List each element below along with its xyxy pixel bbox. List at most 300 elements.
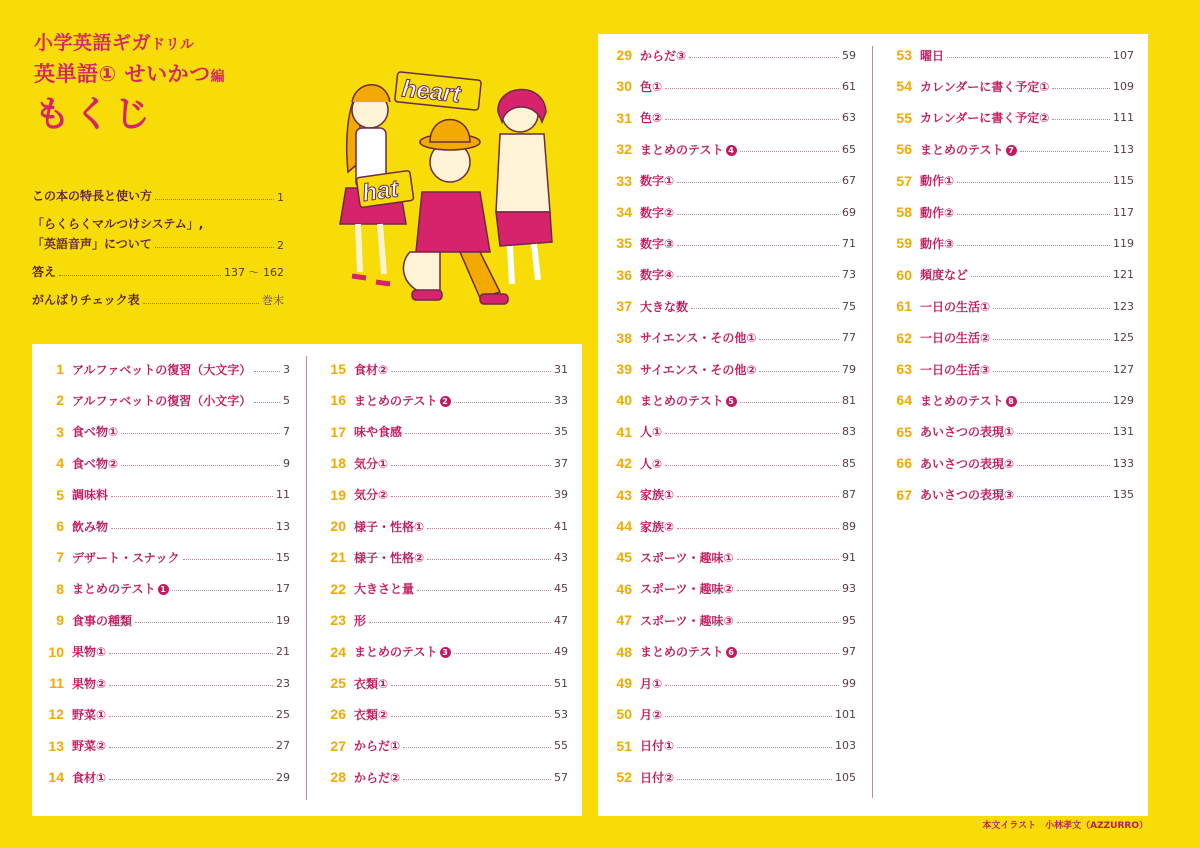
dot-leader — [391, 371, 551, 372]
test-number-badge: 8 — [1006, 396, 1017, 407]
toc-item-66[interactable] — [872, 453, 1134, 473]
dot-leader — [109, 779, 273, 780]
toc-item-31[interactable] — [592, 108, 856, 128]
item-label: 家族② — [640, 519, 675, 534]
intro-item[interactable]: 「らくらくマルつけシステム」, — [32, 217, 204, 231]
item-page: 121 — [1113, 268, 1134, 282]
item-number: 59 — [896, 235, 912, 252]
toc-item-57[interactable] — [872, 171, 1134, 191]
dot-leader — [391, 716, 551, 717]
item-number: 33 — [616, 172, 632, 189]
dot-leader — [993, 371, 1110, 372]
dot-leader — [403, 779, 551, 780]
item-label: 日付② — [640, 770, 675, 785]
item-label: 食べ物① — [72, 425, 119, 440]
dot-leader — [1052, 119, 1110, 120]
item-number: 34 — [616, 204, 632, 220]
item-page: 9 — [283, 456, 290, 470]
toc-item-67[interactable] — [872, 485, 1134, 505]
item-page: 135 — [1113, 488, 1134, 502]
item-number: 2 — [56, 392, 64, 409]
dot-leader — [665, 88, 839, 89]
dot-leader — [109, 685, 273, 686]
toc-item-41[interactable] — [592, 422, 856, 442]
item-number: 22 — [330, 580, 346, 597]
item-number: 21 — [330, 549, 346, 566]
dot-leader — [111, 496, 273, 497]
dot-leader — [121, 433, 280, 434]
item-label: 月① — [640, 676, 663, 691]
toc-item-40[interactable] — [592, 390, 856, 410]
toc-item-35[interactable] — [592, 233, 856, 253]
item-label: サイエンス・その他① — [640, 331, 757, 346]
toc-item-19[interactable] — [306, 485, 568, 505]
item-number: 23 — [330, 612, 346, 629]
toc-item-6[interactable] — [24, 516, 290, 536]
item-number: 1 — [56, 361, 64, 377]
toc-item-53[interactable] — [872, 45, 1134, 65]
toc-item-60[interactable] — [872, 265, 1134, 285]
toc-item-59[interactable] — [872, 233, 1134, 253]
item-page: 3 — [283, 362, 290, 376]
toc-item-25[interactable] — [306, 673, 568, 693]
item-label: 大きさと量 — [354, 582, 415, 597]
item-number: 48 — [616, 643, 632, 660]
item-number: 13 — [48, 737, 64, 754]
item-number: 54 — [896, 78, 912, 95]
intro-item[interactable]: 答え 137 ～ 162 — [32, 265, 284, 279]
dot-leader — [665, 716, 832, 717]
item-label: 一日の生活③ — [920, 362, 991, 377]
item-number: 4 — [56, 455, 64, 472]
dot-leader — [677, 528, 839, 529]
toc-item-20[interactable] — [306, 516, 568, 536]
item-label: からだ① — [354, 739, 401, 754]
item-page: 99 — [842, 676, 856, 690]
dot-leader — [417, 590, 551, 591]
dot-leader — [1017, 433, 1110, 434]
toc-item-61[interactable] — [872, 296, 1134, 316]
dot-leader — [109, 653, 273, 654]
dot-leader — [183, 559, 273, 560]
item-page: 103 — [835, 739, 856, 753]
item-label: 数字④ — [640, 268, 675, 283]
item-label: 大きな数 — [640, 299, 689, 314]
item-number: 3 — [56, 423, 64, 440]
item-page: 69 — [842, 205, 856, 219]
item-page: 71 — [842, 236, 856, 250]
toc-item-51[interactable] — [592, 736, 856, 756]
item-label: 形 — [354, 613, 367, 628]
toc-item-46[interactable] — [592, 579, 856, 599]
toc-item-4[interactable] — [24, 453, 290, 473]
item-number: 7 — [56, 549, 64, 566]
item-page: 17 — [276, 582, 290, 596]
dot-leader — [993, 339, 1110, 340]
item-label: 衣類② — [354, 707, 389, 722]
toc-item-9[interactable] — [24, 610, 290, 630]
item-number: 56 — [896, 141, 912, 158]
item-page: 35 — [554, 425, 568, 439]
toc-item-64[interactable] — [872, 390, 1134, 410]
item-label: 色② — [640, 111, 663, 126]
item-number: 17 — [330, 423, 346, 440]
item-page: 19 — [276, 613, 290, 627]
dot-leader — [121, 465, 280, 466]
toc-item-13[interactable] — [24, 736, 290, 756]
dot-leader — [677, 779, 832, 780]
item-page: 109 — [1113, 79, 1134, 93]
test-number-badge: 6 — [726, 647, 737, 658]
dot-leader — [737, 590, 839, 591]
toc-item-32[interactable] — [592, 139, 856, 159]
item-number: 30 — [616, 78, 632, 95]
toc-item-22[interactable] — [306, 579, 568, 599]
item-number: 46 — [616, 580, 632, 597]
item-page: 133 — [1113, 456, 1134, 470]
item-page: 13 — [276, 519, 290, 533]
dot-leader — [254, 371, 280, 372]
item-label: 衣類① — [354, 676, 389, 691]
toc-item-7[interactable] — [24, 547, 290, 567]
item-label: まとめのテスト 8 — [920, 392, 1017, 409]
toc-item-5[interactable] — [24, 485, 290, 505]
dot-leader — [1017, 465, 1110, 466]
dot-leader — [109, 716, 273, 717]
series-title: 小学英語ギガドリル — [34, 32, 195, 54]
toc-item-58[interactable] — [872, 202, 1134, 222]
item-page: 53 — [554, 707, 568, 721]
toc-item-29[interactable] — [592, 45, 856, 65]
item-page: 7 — [283, 425, 290, 439]
item-label: 気分② — [354, 488, 389, 503]
toc-item-2[interactable] — [24, 390, 290, 410]
dot-leader — [677, 182, 839, 183]
kids-illustration — [330, 62, 580, 320]
dot-leader — [665, 433, 839, 434]
dot-leader — [1020, 402, 1110, 403]
dot-leader — [1020, 151, 1110, 152]
toc-item-21[interactable] — [306, 547, 568, 567]
item-page: 89 — [842, 519, 856, 533]
dot-leader — [740, 151, 839, 152]
item-label: からだ③ — [640, 48, 687, 63]
item-label: まとめのテスト 6 — [640, 643, 737, 660]
item-label: 様子・性格① — [354, 519, 425, 534]
toc-item-45[interactable] — [592, 547, 856, 567]
toc-item-42[interactable] — [592, 453, 856, 473]
dot-leader — [957, 214, 1110, 215]
item-number: 60 — [896, 266, 912, 283]
item-label: スポーツ・趣味③ — [640, 613, 734, 628]
item-page: 93 — [842, 582, 856, 596]
item-label: 飲み物 — [72, 519, 109, 534]
item-page: 87 — [842, 488, 856, 502]
toc-item-65[interactable] — [872, 422, 1134, 442]
item-number: 45 — [616, 549, 632, 566]
item-page: 45 — [554, 582, 568, 596]
toc-item-38[interactable] — [592, 328, 856, 348]
item-number: 65 — [896, 423, 912, 440]
item-page: 61 — [842, 79, 856, 93]
item-number: 15 — [330, 361, 346, 377]
dot-leader — [1017, 496, 1110, 497]
item-label: まとめのテスト 5 — [640, 392, 737, 409]
item-page: 29 — [276, 770, 290, 784]
item-number: 51 — [616, 737, 632, 754]
item-number: 53 — [896, 47, 912, 63]
toc-item-1[interactable] — [24, 359, 290, 379]
item-label: 数字① — [640, 174, 675, 189]
illustration-credit: 本文イラスト 小林孝文（AZZURRO） — [982, 821, 1148, 831]
item-page: 107 — [1113, 48, 1134, 62]
item-number: 36 — [616, 266, 632, 283]
item-label: 果物① — [72, 645, 107, 660]
item-page: 127 — [1113, 362, 1134, 376]
hat-word: hat — [360, 175, 400, 208]
dot-leader — [109, 747, 273, 748]
item-page: 51 — [554, 676, 568, 690]
item-number: 66 — [896, 455, 912, 472]
item-label: あいさつの表現① — [920, 425, 1015, 440]
dot-leader — [677, 747, 832, 748]
item-page: 37 — [554, 456, 568, 470]
heart-word: heart — [400, 75, 462, 109]
item-page: 129 — [1113, 393, 1134, 407]
test-number-badge: 1 — [158, 584, 169, 595]
dot-leader — [254, 402, 280, 403]
item-page: 73 — [842, 268, 856, 282]
toc-item-55[interactable] — [872, 108, 1134, 128]
toc-item-8[interactable] — [24, 579, 290, 599]
item-page: 33 — [554, 393, 568, 407]
toc-item-37[interactable] — [592, 296, 856, 316]
item-page: 43 — [554, 550, 568, 564]
dot-leader — [993, 308, 1110, 309]
toc-item-54[interactable] — [872, 76, 1134, 96]
dot-leader — [957, 245, 1110, 246]
toc-item-12[interactable] — [24, 704, 290, 724]
item-label: あいさつの表現② — [920, 456, 1015, 471]
item-number: 28 — [330, 769, 346, 786]
item-number: 31 — [616, 109, 632, 126]
item-label: 様子・性格② — [354, 550, 425, 565]
item-number: 12 — [48, 706, 64, 723]
item-number: 20 — [330, 518, 346, 534]
item-page: 79 — [842, 362, 856, 376]
item-page: 81 — [842, 393, 856, 407]
item-page: 97 — [842, 645, 856, 659]
dot-leader — [1052, 88, 1110, 89]
item-label: まとめのテスト 3 — [354, 643, 451, 660]
item-label: 家族① — [640, 488, 675, 503]
item-label: まとめのテスト 2 — [354, 392, 451, 409]
item-page: 25 — [276, 707, 290, 721]
toc-item-18[interactable] — [306, 453, 568, 473]
item-number: 5 — [56, 486, 64, 503]
dot-leader — [391, 465, 551, 466]
item-label: 野菜② — [72, 739, 107, 754]
item-page: 119 — [1113, 236, 1134, 250]
toc-item-23[interactable] — [306, 610, 568, 630]
item-number: 18 — [330, 455, 346, 472]
item-number: 67 — [896, 486, 912, 503]
dot-leader — [971, 276, 1110, 277]
item-label: サイエンス・その他② — [640, 362, 757, 377]
item-number: 50 — [616, 706, 632, 723]
item-number: 6 — [56, 518, 64, 534]
title-block — [34, 30, 225, 137]
item-page: 49 — [554, 645, 568, 659]
dot-leader — [391, 496, 551, 497]
item-number: 47 — [616, 612, 632, 629]
toc-item-10[interactable] — [24, 642, 290, 662]
item-label: 食材② — [354, 362, 389, 377]
item-number: 29 — [616, 47, 632, 63]
item-page: 59 — [842, 48, 856, 62]
dot-leader — [665, 119, 839, 120]
item-page: 67 — [842, 174, 856, 188]
toc-item-28[interactable] — [306, 767, 568, 787]
item-label: 野菜① — [72, 707, 107, 722]
toc-item-24[interactable] — [306, 642, 568, 662]
intro-item[interactable]: この本の特長と使い方 1 — [32, 189, 284, 204]
test-number-badge: 2 — [440, 396, 451, 407]
test-number-badge: 4 — [726, 145, 737, 156]
item-page: 125 — [1113, 331, 1134, 345]
dot-leader — [391, 685, 551, 686]
item-page: 23 — [276, 676, 290, 690]
item-number: 14 — [48, 769, 64, 786]
item-page: 31 — [554, 362, 568, 376]
dot-leader — [665, 465, 839, 466]
item-number: 16 — [330, 392, 346, 409]
toc-item-63[interactable] — [872, 359, 1134, 379]
dot-leader — [677, 276, 839, 277]
toc-item-15[interactable] — [306, 359, 568, 379]
toc-item-62[interactable] — [872, 328, 1134, 348]
toc-item-44[interactable] — [592, 516, 856, 536]
toc-item-16[interactable] — [306, 390, 568, 410]
toc-item-26[interactable] — [306, 704, 568, 724]
item-page: 75 — [842, 299, 856, 313]
dot-leader — [947, 57, 1110, 58]
item-number: 11 — [49, 675, 64, 691]
item-number: 63 — [896, 361, 912, 377]
dot-leader — [405, 433, 551, 434]
dot-leader — [737, 559, 839, 560]
intro-item[interactable]: 「英語音声」について 2 — [32, 237, 284, 252]
item-label: 食べ物② — [72, 456, 119, 471]
item-label: アルファベットの復習（大文字） — [72, 362, 252, 377]
item-number: 43 — [616, 486, 632, 503]
dot-leader — [677, 496, 839, 497]
item-label: 人① — [640, 425, 663, 440]
toc-item-43[interactable] — [592, 485, 856, 505]
toc-item-27[interactable] — [306, 736, 568, 756]
item-page: 15 — [276, 550, 290, 564]
toc-item-56[interactable] — [872, 139, 1134, 159]
dot-leader — [691, 308, 839, 309]
item-label: スポーツ・趣味② — [640, 582, 734, 597]
item-page: 91 — [842, 550, 856, 564]
toc-item-30[interactable] — [592, 76, 856, 96]
item-number: 58 — [896, 204, 912, 220]
toc-item-52[interactable] — [592, 767, 856, 787]
dot-leader — [677, 214, 839, 215]
item-page: 105 — [835, 770, 856, 784]
item-label: 動作③ — [920, 236, 955, 251]
dot-leader — [740, 402, 839, 403]
item-number: 40 — [616, 392, 632, 409]
item-page: 55 — [554, 739, 568, 753]
toc-item-11[interactable] — [24, 673, 290, 693]
toc-item-39[interactable] — [592, 359, 856, 379]
toc-item-14[interactable] — [24, 767, 290, 787]
item-label: 調味料 — [72, 488, 109, 503]
book-title: 英単語① せいかつ編 — [34, 62, 226, 86]
item-page: 101 — [835, 707, 856, 721]
item-page: 111 — [1113, 111, 1134, 125]
toc-item-50[interactable] — [592, 704, 856, 724]
item-page: 63 — [842, 111, 856, 125]
item-page: 47 — [554, 613, 568, 627]
dot-leader — [665, 685, 839, 686]
item-label: 一日の生活① — [920, 299, 991, 314]
dot-leader — [957, 182, 1110, 183]
page-title: もくじ — [34, 94, 155, 135]
intro-item[interactable]: がんばりチェック表 巻末 — [32, 293, 284, 307]
item-label: カレンダーに書く予定② — [920, 111, 1050, 126]
intro-list — [32, 184, 284, 308]
test-number-badge: 5 — [726, 396, 737, 407]
item-label: 月② — [640, 707, 663, 722]
toc-item-33[interactable] — [592, 171, 856, 191]
toc-item-48[interactable] — [592, 642, 856, 662]
dot-leader — [689, 57, 839, 58]
item-label: 果物② — [72, 676, 107, 691]
test-number-badge: 7 — [1006, 145, 1017, 156]
item-page: 113 — [1113, 142, 1134, 156]
item-page: 77 — [842, 331, 856, 345]
item-number: 8 — [56, 580, 64, 597]
item-label: 一日の生活② — [920, 331, 991, 346]
toc-item-34[interactable] — [592, 202, 856, 222]
toc-item-47[interactable] — [592, 610, 856, 630]
toc-item-17[interactable] — [306, 422, 568, 442]
toc-item-3[interactable] — [24, 422, 290, 442]
item-number: 26 — [330, 706, 346, 723]
toc-item-49[interactable] — [592, 673, 856, 693]
item-page: 11 — [276, 488, 290, 502]
dot-leader — [111, 528, 273, 529]
item-number: 52 — [616, 769, 632, 786]
item-number: 49 — [616, 675, 632, 691]
item-number: 39 — [616, 361, 632, 377]
item-label: 頻度など — [920, 268, 969, 283]
toc-item-36[interactable] — [592, 265, 856, 285]
item-page: 5 — [283, 393, 290, 407]
item-number: 27 — [330, 737, 346, 754]
item-page: 41 — [554, 519, 568, 533]
item-number: 57 — [896, 172, 912, 189]
item-page: 95 — [842, 613, 856, 627]
item-page: 115 — [1113, 174, 1134, 188]
item-page: 131 — [1113, 425, 1134, 439]
item-label: 食事の種類 — [72, 613, 133, 628]
test-number-badge: 3 — [440, 647, 451, 658]
item-number: 61 — [896, 298, 912, 315]
